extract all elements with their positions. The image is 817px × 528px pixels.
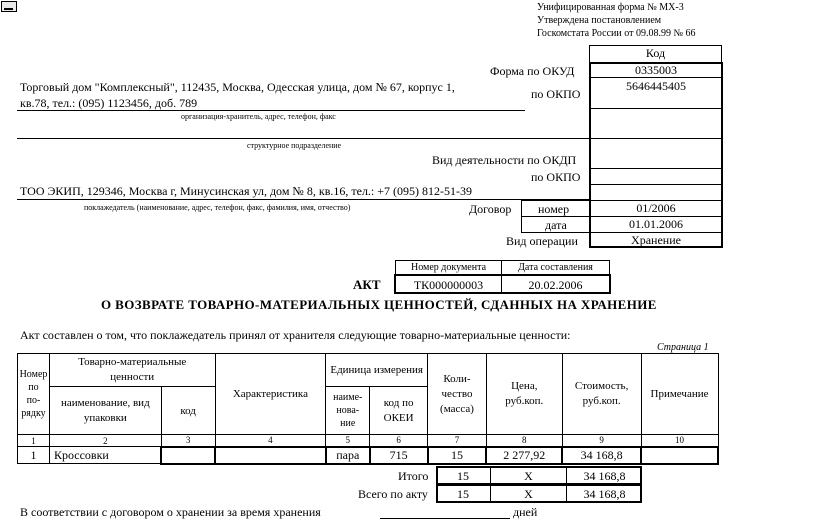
colnum: 2 [49,435,161,447]
items-table [17,353,719,465]
contract-number-value: 01/2006 [636,201,676,215]
form-header-line1: Унифицированная форма № МХ-3 [537,2,684,13]
col-num-header: Номер по по- рядку [18,354,50,435]
total-qty: 15 [457,469,469,483]
doc-subtitle: О ВОЗВРАТЕ ТОВАРНО-МАТЕРИАЛЬНЫХ ЦЕННОСТЕЙ, СДАННЫХ НА ХРАНЕНИЕ [101,297,657,312]
colnum: 3 [161,435,215,447]
doc-title: АКТ [353,277,381,292]
col-code-header: код [161,387,215,435]
col-tmc-header: Товарно-материальные ценности [49,354,215,387]
depositor-caption: поклажедатель (наименование, адрес, телефон, факс, фамилия, имя, отчество) [84,203,351,212]
row-code [161,447,215,464]
row-unit: пара [326,447,370,464]
row-num: 1 [18,447,50,464]
colnum: 4 [215,435,326,447]
holder-caption: организация-хранитель, адрес, телефон, факс [181,112,336,121]
col-unit-name-header: наиме- нова- ние [326,387,370,435]
table-row [18,447,719,464]
colnum: 6 [370,435,428,447]
doc-date-header: Дата составления [501,260,610,275]
depositor: ТОО ЭКИП, 129346, Москва г, Минусинская ул, дом № 8, кв.16, тел.: +7 (095) 812-51-39 [20,184,473,198]
grand-price: X [524,487,533,501]
holder-line2: кв.78, тел.: (095) 1123456, доб. 789 [20,96,198,110]
row-price: 2 277,92 [486,447,562,464]
form-header-line3: Госкомстата России от 09.08.99 № 66 [537,28,696,39]
okud-value: 0335003 [635,63,677,77]
col-okei-header: код по ОКЕИ [370,387,428,435]
contract-date-value: 01.01.2006 [629,217,683,231]
total-price: X [524,469,533,483]
form-header-line2: Утверждена постановлением [537,15,662,26]
colnum: 9 [562,435,641,447]
doc-number: ТК000000003 [413,278,484,292]
row-note [641,447,718,464]
footer-days: дней [513,505,538,519]
operation-label: Вид операции [506,234,578,248]
col-price-header: Цена, руб.коп. [486,354,562,435]
colnum: 1 [18,435,50,447]
okud-label: Форма по ОКУД [490,64,575,78]
date-label: дата [545,218,567,232]
col-note-header: Примечание [641,354,718,435]
collapse-toggle-icon[interactable] [1,1,17,12]
row-char [215,447,326,464]
grand-label: Всего по акту [358,487,428,501]
doc-intro: Акт составлен о том, что поклажедатель принял от хранителя следующие товарно-материальные ценности: [20,328,571,342]
doc-date: 20.02.2006 [528,278,583,292]
col-unit-header: Единица измерения [326,354,428,387]
footer-text: В соответствии с договором о хранении за время хранения [20,505,321,519]
holder-line1: Торговый дом "Комплексный", 112435, Москва, Одесская улица, дом № 67, корпус 1, [20,80,455,94]
doc-number-header: Номер документа [395,260,502,275]
total-label: Итого [398,469,429,483]
colnum: 8 [486,435,562,447]
colnum: 10 [641,435,718,447]
colnum: 7 [428,435,487,447]
col-name-header: наименование, вид упаковки [49,387,161,435]
number-label: номер [538,202,570,216]
page-number: Страница 1 [657,342,709,353]
col-sum-header: Стоимость, руб.коп. [562,354,641,435]
codes-title: Код [589,45,722,63]
row-okei: 715 [370,447,428,464]
grand-qty: 15 [457,487,469,501]
okpo1-label: по ОКПО [531,87,581,101]
contract-label: Договор [469,202,512,216]
okdp-label: Вид деятельности по ОКДП [432,153,577,167]
row-qty: 15 [428,447,487,464]
division-caption: структурное подразделение [247,141,342,150]
okpo1-value: 5646445405 [626,79,686,93]
col-char-header: Характеристика [215,354,326,435]
col-qty-header: Коли- чество (масса) [428,354,487,435]
operation-value: Хранение [631,233,681,247]
total-sum: 34 168,8 [583,469,626,483]
row-sum: 34 168,8 [562,447,641,464]
grand-sum: 34 168,8 [583,487,626,501]
colnum: 5 [326,435,370,447]
row-name: Кроссовки [49,447,161,464]
okpo2-label: по ОКПО [531,170,581,184]
